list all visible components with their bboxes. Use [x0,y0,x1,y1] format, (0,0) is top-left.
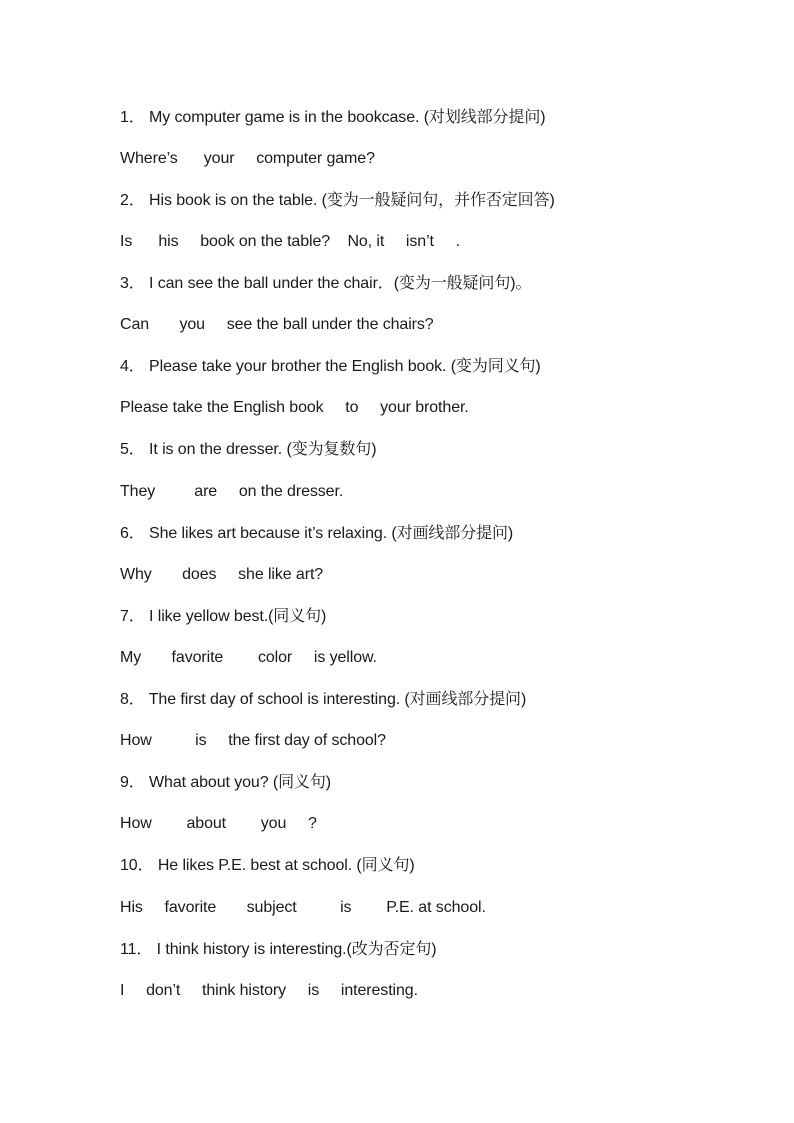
answer-7: My favorite color is yellow. [120,649,377,666]
answer-10: His favorite subject is P.E. at school. [120,899,486,916]
question-8: 8． The first day of school is interesting. (对画线部分提问) [120,691,527,708]
question-3: 3． I can see the ball under the chair．(变为一般疑问句)。 [120,275,532,292]
answer-9: How about you ? [120,815,317,832]
answer-3: Can you see the ball under the chairs? [120,316,434,333]
question-6: 6． She likes art because it’s relaxing. (对画线部分提问) [120,525,514,542]
question-10: 10． He likes P.E. best at school. (同义句) [120,857,415,874]
question-4: 4． Please take your brother the English book. (变为同义句) [120,358,541,375]
question-7: 7． I like yellow best.(同义句) [120,608,327,625]
answer-6: Why does she like art? [120,566,324,583]
answer-2: Is his book on the table? No, it isn’t . [120,233,460,250]
question-9: 9． What about you? (同义句) [120,774,332,791]
question-5: 5． It is on the dresser. (变为复数句) [120,441,377,458]
answer-11: I don’t think history is interesting. [120,982,418,999]
question-1: 1． My computer game is in the bookcase. (对划线部分提问) [120,109,546,126]
answer-1: Where’s your computer game? [120,150,375,167]
answer-8: How is the first day of school? [120,732,386,749]
answer-5: They are on the dresser. [120,483,344,500]
answer-4: Please take the English book to your brother. [120,399,469,416]
question-2: 2． His book is on the table. (变为一般疑问句，并作否定回答) [120,192,555,209]
question-11: 11． I think history is interesting.(改为否定句) [120,941,437,958]
